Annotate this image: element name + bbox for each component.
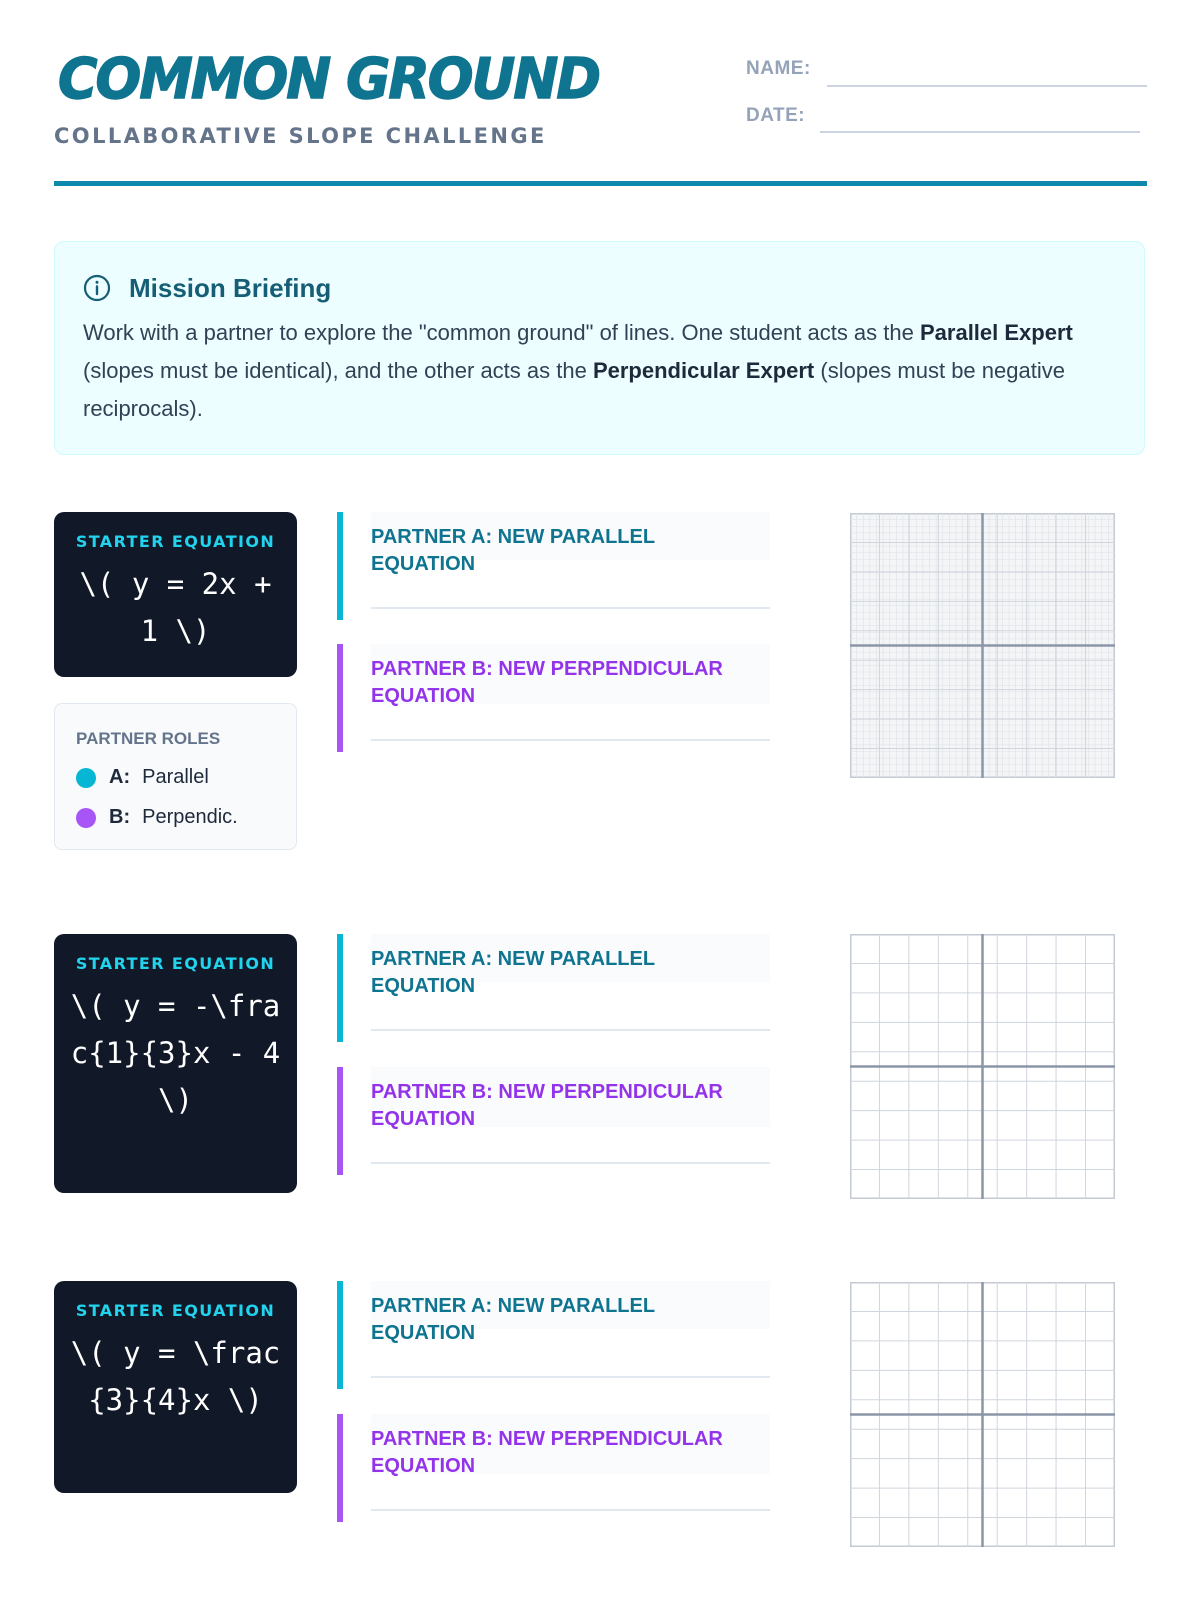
partner-b-label: PARTNER B: NEW PERPENDICULAR EQUATION — [371, 1081, 723, 1130]
partner-a-label: PARTNER A: NEW PARALLEL EQUATION — [371, 1295, 655, 1344]
partner-a-answer — [337, 512, 770, 620]
briefing-text — [83, 314, 1123, 428]
partner-roles-legend — [54, 703, 297, 850]
role-label: Perpendic. — [142, 806, 238, 828]
coordinate-grid[interactable] — [850, 1282, 1115, 1547]
partner-a-accent-bar — [337, 934, 343, 1042]
partner-b-answer — [337, 1414, 770, 1522]
role-partner-b — [76, 806, 238, 829]
partner-b-accent-bar — [337, 1067, 343, 1175]
partner-b-accent-bar — [337, 644, 343, 752]
role-key: A: — [109, 766, 131, 788]
starter-equation-label: STARTER EQUATION — [75, 954, 276, 973]
briefing-text-part: Work with a partner to explore the "common ground" of lines. One student acts as the — [83, 320, 920, 345]
partner-roles-title: PARTNER ROLES — [76, 729, 221, 748]
page-title: COMMON GROUND — [58, 47, 600, 112]
starter-equation-card — [54, 934, 297, 1193]
partner-b-accent-bar — [337, 1414, 343, 1522]
starter-equation: \( y = 2x + 1 \) — [79, 567, 272, 648]
name-label: NAME: — [746, 58, 811, 79]
parallel-expert-term: Parallel Expert — [919, 320, 1073, 345]
starter-equation: \( y = -\frac{1}{3}x - 4 \) — [70, 989, 281, 1117]
date-field[interactable] — [820, 131, 1140, 133]
partner-b-answer-line[interactable] — [371, 1162, 770, 1164]
partner-a-answer-line[interactable] — [371, 1376, 770, 1378]
starter-equation-card — [54, 512, 297, 677]
mission-briefing — [54, 241, 1145, 455]
coordinate-grid[interactable] — [850, 513, 1115, 778]
partner-b-dot-icon — [76, 808, 96, 828]
partner-a-answer — [337, 1281, 770, 1389]
starter-equation-label: STARTER EQUATION — [75, 1301, 276, 1320]
date-label: DATE: — [746, 105, 806, 126]
name-field[interactable] — [827, 85, 1147, 87]
page-subtitle: COLLABORATIVE SLOPE CHALLENGE — [54, 124, 547, 148]
partner-b-label: PARTNER B: NEW PERPENDICULAR EQUATION — [371, 658, 723, 707]
partner-a-label: PARTNER A: NEW PARALLEL EQUATION — [371, 948, 655, 997]
starter-equation-label: STARTER EQUATION — [75, 532, 276, 551]
role-label: Parallel — [142, 766, 209, 788]
partner-a-accent-bar — [337, 512, 343, 620]
role-key: B: — [109, 806, 131, 828]
partner-a-answer-line[interactable] — [371, 1029, 770, 1031]
partner-b-label: PARTNER B: NEW PERPENDICULAR EQUATION — [371, 1428, 723, 1477]
partner-a-dot-icon — [76, 768, 96, 788]
perpendicular-expert-term: Perpendicular Expert — [592, 358, 815, 383]
partner-b-answer-line[interactable] — [371, 739, 770, 741]
partner-a-accent-bar — [337, 1281, 343, 1389]
coordinate-grid[interactable] — [850, 934, 1115, 1199]
partner-b-answer-line[interactable] — [371, 1509, 770, 1511]
header-divider — [54, 181, 1147, 186]
starter-equation-card — [54, 1281, 297, 1493]
role-partner-a — [76, 766, 209, 789]
partner-b-answer — [337, 1067, 770, 1175]
partner-a-answer-line[interactable] — [371, 607, 770, 609]
briefing-text-part: (slopes must be negative reciprocals). — [83, 358, 1065, 421]
starter-equation: \( y = \frac{3}{4}x \) — [70, 1336, 281, 1417]
partner-a-answer — [337, 934, 770, 1042]
partner-a-label: PARTNER A: NEW PARALLEL EQUATION — [371, 526, 655, 575]
info-icon — [83, 274, 111, 302]
briefing-text-part: (slopes must be identical), and the other acts as the — [83, 358, 593, 383]
partner-b-answer — [337, 644, 770, 752]
briefing-title: Mission Briefing — [129, 273, 332, 303]
